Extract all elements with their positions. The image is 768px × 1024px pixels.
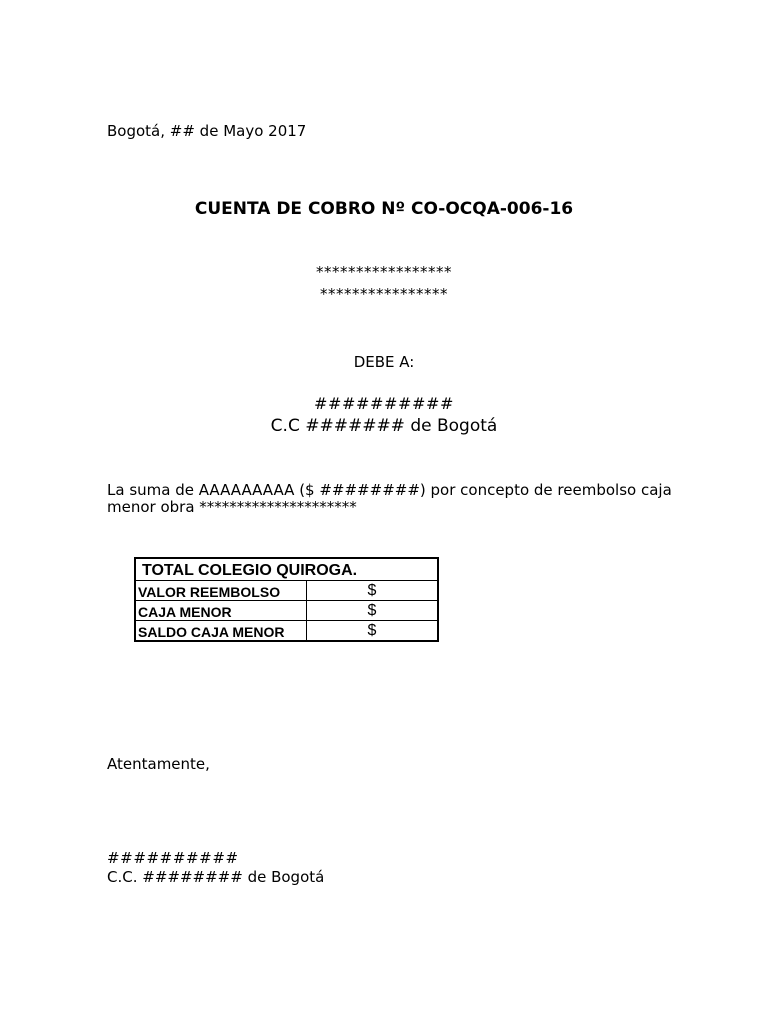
debtor-name: ########## <box>313 394 455 413</box>
row-label-caja-menor: CAJA MENOR <box>135 601 307 621</box>
closing-salutation: Atentamente, <box>107 755 210 773</box>
row-value-caja-menor: $ <box>307 601 439 621</box>
table-row <box>135 621 438 642</box>
summary-table-header-row <box>135 558 438 581</box>
debtor-id: C.C ####### de Bogotá <box>270 416 498 436</box>
document-date: Bogotá, ## de Mayo 2017 <box>107 122 307 140</box>
table-row <box>135 581 438 601</box>
table-row <box>135 601 438 621</box>
row-value-saldo-caja-menor: $ <box>307 621 439 642</box>
row-value-valor-reembolso: $ <box>307 581 439 601</box>
masked-line-1: ***************** <box>316 263 452 281</box>
signature-id: C.C. ######## de Bogotá <box>107 868 325 886</box>
document-title: CUENTA DE COBRO Nº CO-OCQA-006-16 <box>194 199 574 219</box>
body-paragraph: La suma de AAAAAAAAA ($ ########) por concepto de reembolso caja menor obra ********************* <box>107 481 672 516</box>
summary-table-title: TOTAL COLEGIO QUIROGA. <box>135 558 438 581</box>
row-label-saldo-caja-menor: SALDO CAJA MENOR <box>135 621 307 642</box>
masked-line-2: **************** <box>320 285 448 303</box>
signature-name: ########## <box>107 849 239 867</box>
summary-table <box>134 557 439 642</box>
debe-a-label: DEBE A: <box>353 353 415 371</box>
row-label-valor-reembolso: VALOR REEMBOLSO <box>135 581 307 601</box>
